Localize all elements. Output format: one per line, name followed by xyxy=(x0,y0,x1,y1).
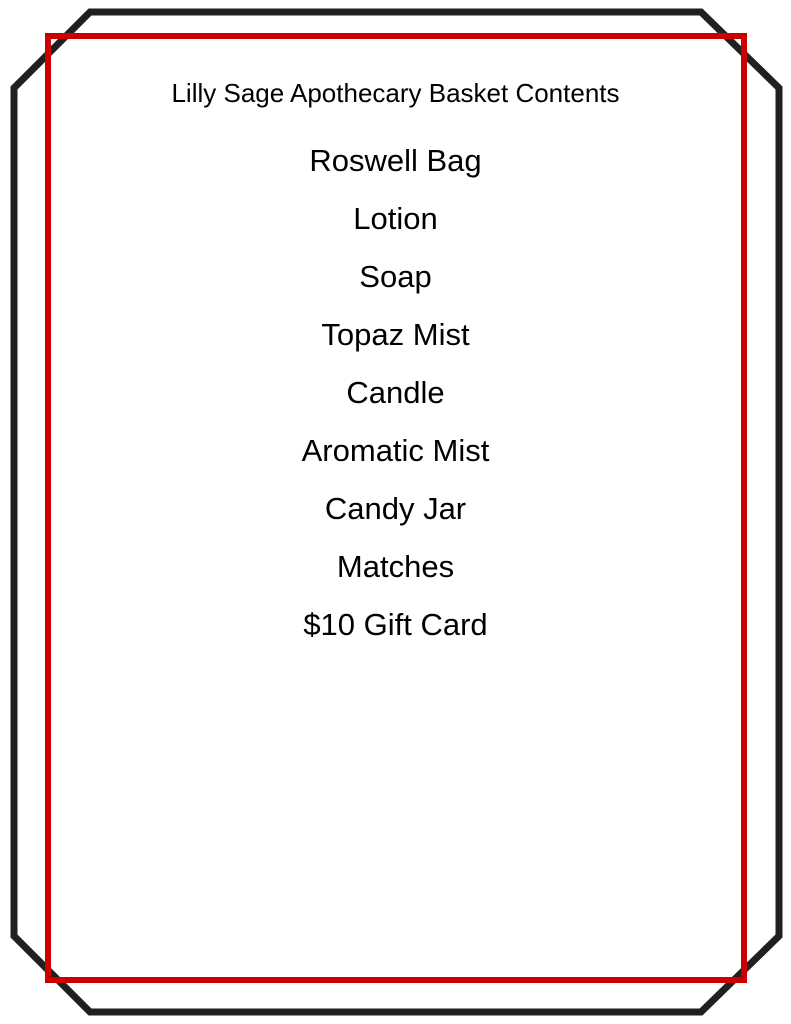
list-item: Aromatic Mist xyxy=(301,433,490,468)
basket-contents-list xyxy=(60,132,731,654)
list-item: Candle xyxy=(346,375,445,410)
list-item: Lotion xyxy=(353,201,438,236)
list-item: Roswell Bag xyxy=(309,143,482,178)
page-title: Lilly Sage Apothecary Basket Contents xyxy=(171,78,620,108)
content-column xyxy=(60,80,731,654)
list-item: Soap xyxy=(359,259,432,294)
list-item: $10 Gift Card xyxy=(303,607,488,642)
list-item: Candy Jar xyxy=(324,491,467,526)
list-item: Topaz Mist xyxy=(321,317,470,352)
list-item: Matches xyxy=(336,549,455,584)
